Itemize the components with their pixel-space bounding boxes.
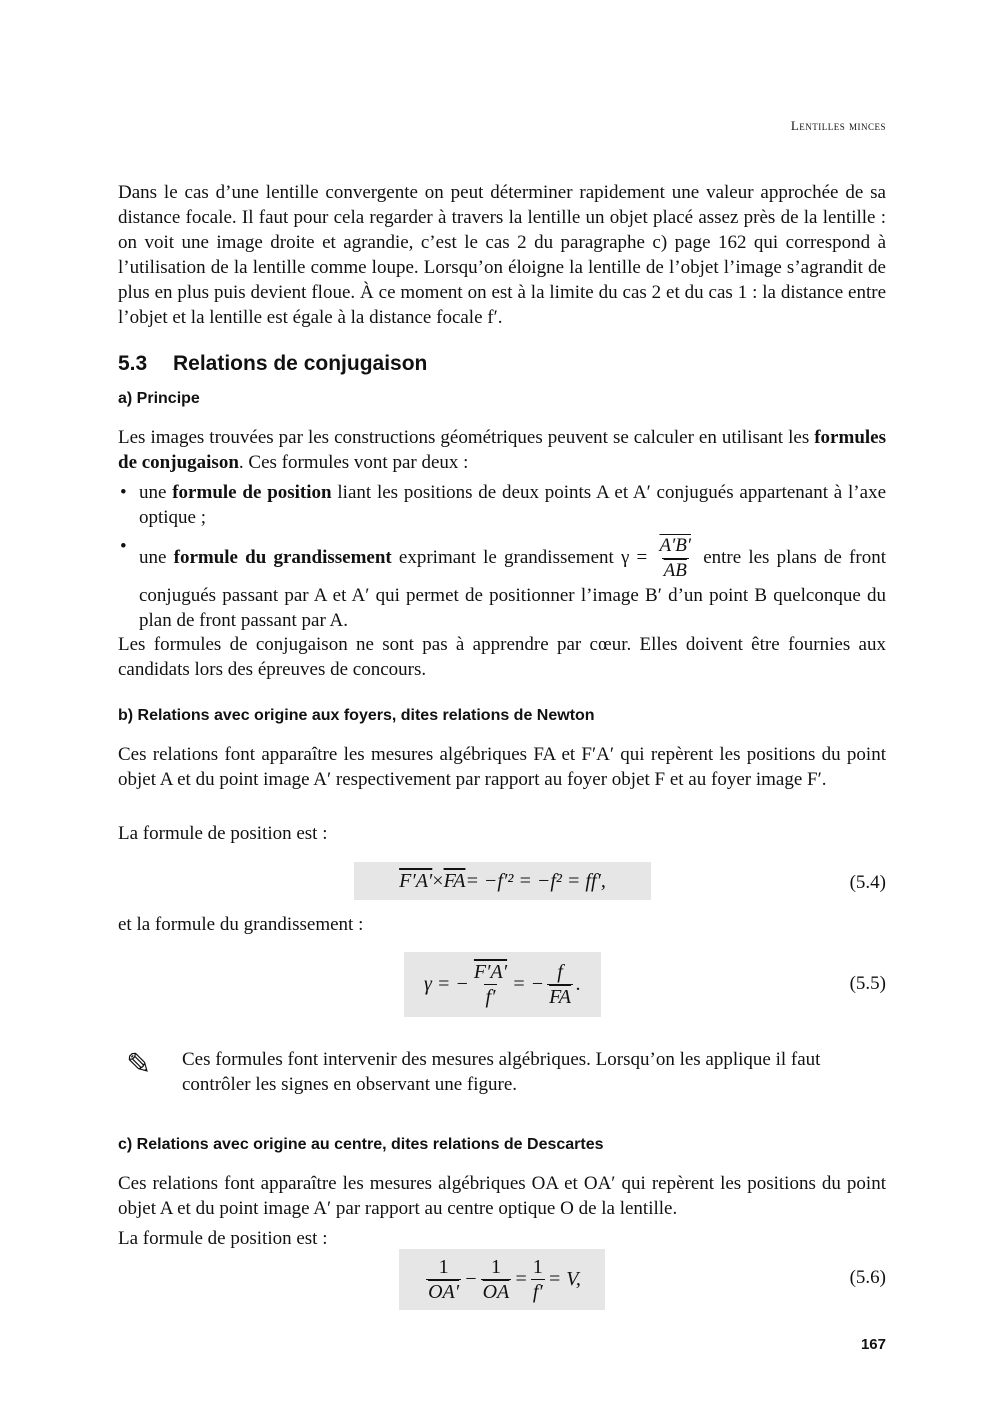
subsection-c-heading: c) Relations avec origine au centre, dites relations de Descartes	[118, 1136, 604, 1153]
fraction: $\frac{f}{FA}$	[549, 961, 571, 1008]
fraction: $\frac{1}{f'}$	[532, 1256, 543, 1303]
note-text: Ces formules font intervenir des mesures algébriques. Lorsqu’on les applique il faut contrôler les signes en observant une figure.	[182, 1049, 821, 1095]
section-title: Relations de conjugaison	[173, 352, 428, 375]
fraction: $\frac{F'A'}{f'}$	[473, 961, 508, 1008]
equation-5-4: F′A′ × $\overline{FA}$ = −f′² = −f² = ff′,	[354, 862, 651, 900]
subsection-a-heading: a) Principe	[118, 390, 200, 407]
fraction: $\frac{1}{OA'}$	[428, 1256, 460, 1303]
equation-5-6: $\frac{1}{OA'}$ − $\frac{1}{OA}$ = $\frac{1}{f'}$ = V,	[399, 1249, 605, 1310]
equation-number: (5.6)	[849, 1267, 886, 1288]
pencil-icon: ✎	[126, 1047, 152, 1082]
magnification-formula-intro: et la formule du grandissement :	[118, 914, 364, 935]
conjugation-note-paragraph: Les formules de conjugaison ne sont pas à apprendre par cœur. Elles doivent être fournies aux candidats lors des épreuves de concours.	[118, 634, 886, 680]
list-item: • une formule du grandissement exprimant le grandissement γ = $\frac{A'B'}{AB}$ entre les plans de front conjugués passant par A et A′ qui permet de positionner l’image B′ d’un point B quelconque du plan de front passant par A.	[118, 534, 886, 633]
fraction: $\frac{1}{OA}$	[482, 1256, 510, 1303]
equation-number: (5.5)	[849, 973, 886, 994]
section-heading	[118, 352, 427, 376]
subsection-b-heading: b) Relations avec origine aux foyers, dites relations de Newton	[118, 707, 595, 724]
formula-list	[118, 480, 886, 633]
descartes-paragraph: Ces relations font apparaître les mesures algébriques OA et OA′ qui repèrent les positions du point objet A et du point image A′ par rapport au centre optique O de la lentille.	[118, 1173, 886, 1219]
margin-note	[118, 1047, 886, 1097]
page-number: 167	[860, 1336, 886, 1353]
list-item: • une formule de position liant les positions de deux points A et A′ conjugués appartenant à l’axe optique ;	[118, 480, 886, 530]
intro-paragraph: Dans le cas d’une lentille convergente on peut déterminer rapidement une valeur approchée de sa distance focale. Il faut pour cela regarder à travers la lentille un objet placé assez près de la lentille : on voit une image droite et agrandie, c’est le cas 2 du paragraphe c) page 162 qui correspond à l’utilisation de la lentille comme loupe. Lorsqu’on éloigne la lentille de l’objet l’image s’agrandit de plus en plus puis devient floue. À ce moment on est à la limite du cas 2 et du cas 1 : la distance entre l’objet et la lentille est égale à la distance focale f′.	[118, 182, 886, 328]
equation-5-5: γ = − $\frac{F'A'}{f'}$ = − $\frac{f}{FA}$ .	[404, 952, 601, 1017]
magnification-fraction: $\frac{A'B'}{AB}$	[659, 535, 691, 581]
position-formula-intro: La formule de position est :	[118, 823, 328, 844]
principle-paragraph: Les images trouvées par les constructions géométriques peuvent se calculer en utilisant les formules de conjugaison. Ces formules vont par deux :	[118, 427, 886, 473]
equation-number: (5.4)	[849, 872, 886, 893]
descartes-position-intro: La formule de position est :	[118, 1228, 328, 1249]
section-number: 5.3	[118, 352, 148, 375]
newton-paragraph: Ces relations font apparaître les mesures algébriques FA et F′A′ qui repèrent les positions du point objet A et du point image A′ respectivement par rapport au foyer objet F et au foyer image F′.	[118, 744, 886, 790]
running-header: Lentilles minces	[790, 118, 886, 133]
